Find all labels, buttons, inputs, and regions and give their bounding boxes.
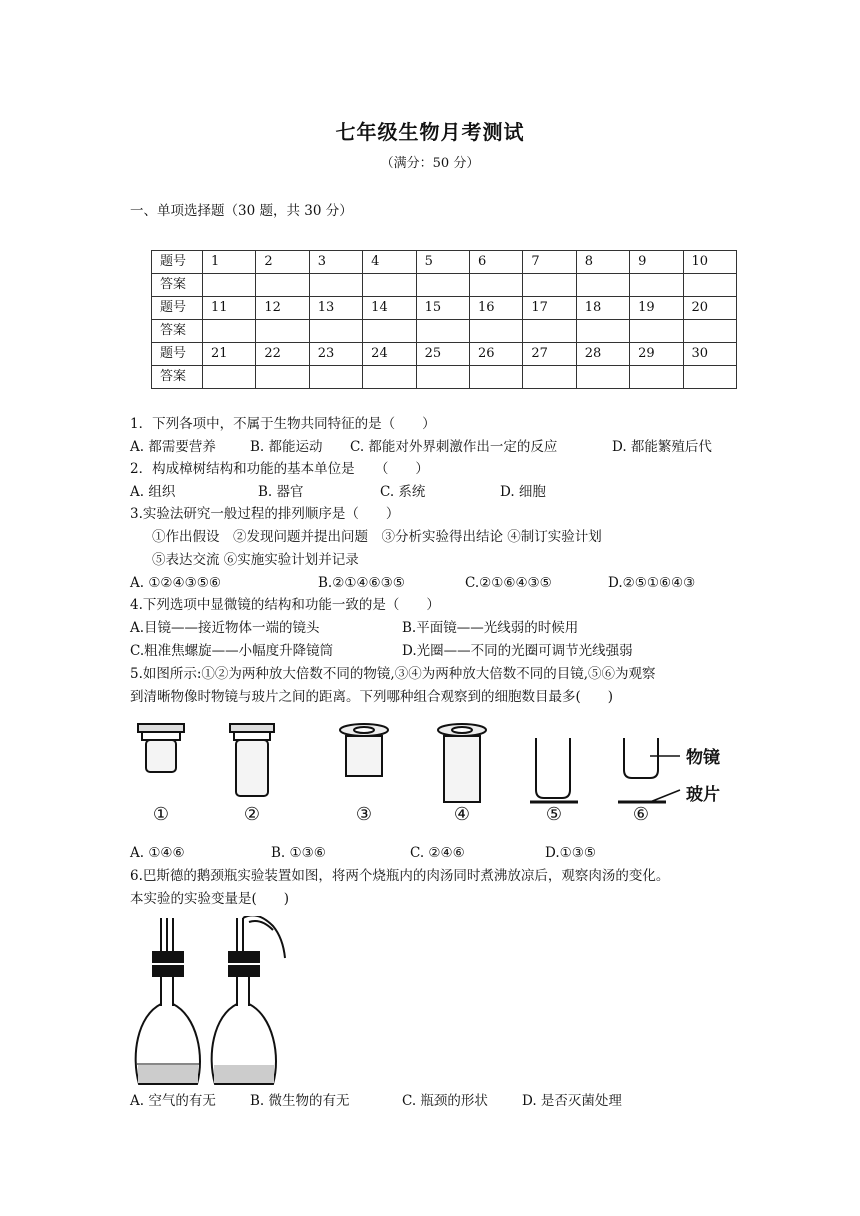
question-number-cell: 18 (576, 297, 629, 320)
answer-cell[interactable] (363, 320, 416, 343)
lens-drawings (130, 718, 750, 833)
question-number-cell: 21 (203, 343, 256, 366)
fig-label-3: ③ (355, 804, 373, 825)
fig-label-2: ② (243, 804, 261, 825)
objective-long-icon (230, 724, 274, 796)
question-number-cell: 27 (523, 343, 576, 366)
table-row-answers (152, 320, 737, 343)
q1-option-a[interactable]: A. 都需要营养 (130, 439, 216, 455)
question-number-cell: 19 (630, 297, 683, 320)
answer-cell[interactable] (576, 274, 629, 297)
question-number-cell: 5 (416, 251, 469, 274)
q2-stem: 2．构成樟树结构和功能的基本单位是 （ ） (130, 461, 429, 477)
q3-option-d[interactable]: D.②⑤①⑥④③ (608, 575, 696, 591)
answer-cell[interactable] (469, 274, 522, 297)
answer-cell[interactable] (363, 366, 416, 389)
answer-cell[interactable] (630, 274, 683, 297)
q5-option-c[interactable]: C. ②④⑥ (410, 845, 465, 861)
fig-label-5: ⑤ (545, 804, 563, 825)
objective-short-icon (138, 724, 184, 772)
answer-cell[interactable] (683, 366, 736, 389)
q1-stem: 1．下列各项中，不属于生物共同特征的是（ ） (130, 416, 436, 432)
question-number-cell: 26 (469, 343, 522, 366)
question-number-cell: 22 (256, 343, 309, 366)
eyepiece-long-icon (438, 724, 486, 802)
microscope-lens-figure (130, 718, 750, 833)
q5-option-d[interactable]: D.①③⑤ (545, 845, 596, 861)
answer-cell[interactable] (256, 274, 309, 297)
answer-cell[interactable] (523, 274, 576, 297)
answer-cell[interactable] (256, 320, 309, 343)
table-row-answers (152, 366, 737, 389)
answer-cell[interactable] (416, 366, 469, 389)
row-label-question: 题号 (152, 297, 203, 320)
question-number-cell: 11 (203, 297, 256, 320)
q4-option-d[interactable]: D.光圈——不同的光圈可调节光线强弱 (402, 643, 633, 659)
question-number-cell: 10 (683, 251, 736, 274)
row-label-answer: 答案 (152, 320, 203, 343)
table-row-question-numbers (152, 343, 737, 366)
q6-option-d[interactable]: D. 是否灭菌处理 (522, 1093, 622, 1109)
swan-neck-flask-figure (133, 916, 293, 1088)
question-number-cell: 14 (363, 297, 416, 320)
answer-cell[interactable] (576, 320, 629, 343)
slide-label: 玻片 (686, 785, 720, 805)
question-number-cell: 6 (469, 251, 522, 274)
question-number-cell: 20 (683, 297, 736, 320)
q2-option-a[interactable]: A. 组织 (130, 484, 176, 500)
q3-option-c[interactable]: C.②①⑥④③⑤ (465, 575, 552, 591)
question-number-cell: 29 (630, 343, 683, 366)
answer-table (151, 250, 737, 389)
distance-far-icon (618, 738, 680, 802)
row-label-question: 题号 (152, 343, 203, 366)
answer-cell[interactable] (683, 274, 736, 297)
row-label-answer: 答案 (152, 366, 203, 389)
q2-option-d[interactable]: D. 细胞 (500, 484, 546, 500)
flask-drawings (133, 916, 293, 1088)
question-number-cell: 24 (363, 343, 416, 366)
answer-cell[interactable] (416, 274, 469, 297)
q6-stem: 6.巴斯德的鹅颈瓶实验装置如图，将两个烧瓶内的肉汤同时煮沸放凉后，观察肉汤的变化。 (130, 868, 670, 884)
q1-option-d[interactable]: D. 都能繁殖后代 (612, 439, 712, 455)
answer-cell[interactable] (309, 274, 362, 297)
eyepiece-short-icon (340, 724, 388, 776)
answer-cell[interactable] (203, 320, 256, 343)
fig-label-4: ④ (453, 804, 471, 825)
answer-cell[interactable] (256, 366, 309, 389)
full-score: （满分：50 分） (380, 156, 480, 171)
answer-cell[interactable] (630, 366, 683, 389)
page-title: 七年级生物月考测试 (335, 120, 525, 144)
q4-option-c[interactable]: C.粗准焦螺旋——小幅度升降镜筒 (130, 643, 334, 659)
answer-cell[interactable] (309, 366, 362, 389)
q3-option-b[interactable]: B.②①④⑥③⑤ (318, 575, 405, 591)
question-number-cell: 17 (523, 297, 576, 320)
q3-steps-1: ①作出假设 ②发现问题并提出问题 ③分析实验得出结论 ④制订实验计划 (152, 529, 602, 545)
q4-stem: 4.下列选项中显微镜的结构和功能一致的是（ ） (130, 597, 440, 613)
table-row-answers (152, 274, 737, 297)
question-number-cell: 9 (630, 251, 683, 274)
question-number-cell: 28 (576, 343, 629, 366)
swan-neck-flask-icon (212, 916, 285, 1084)
question-number-cell: 16 (469, 297, 522, 320)
answer-cell[interactable] (203, 274, 256, 297)
question-number-cell: 23 (309, 343, 362, 366)
answer-cell[interactable] (416, 320, 469, 343)
answer-cell[interactable] (469, 320, 522, 343)
row-label-question: 题号 (152, 251, 203, 274)
q2-option-b[interactable]: B. 器官 (258, 484, 304, 500)
answer-cell[interactable] (203, 366, 256, 389)
table-row-question-numbers (152, 251, 737, 274)
answer-cell[interactable] (523, 320, 576, 343)
q6-option-c[interactable]: C. 瓶颈的形状 (402, 1093, 488, 1109)
question-number-cell: 30 (683, 343, 736, 366)
q3-steps-2: ⑤表达交流 ⑥实施实验计划并记录 (152, 552, 359, 568)
distance-near-icon (530, 738, 578, 802)
answer-cell[interactable] (630, 320, 683, 343)
answer-cell[interactable] (683, 320, 736, 343)
section-heading: 一、单项选择题（30 题，共 30 分） (130, 203, 353, 219)
q4-option-a[interactable]: A.目镜——接近物体一端的镜头 (130, 620, 320, 636)
answer-cell[interactable] (309, 320, 362, 343)
question-number-cell: 1 (203, 251, 256, 274)
q1-option-b[interactable]: B. 都能运动 (250, 439, 323, 455)
fig-label-6: ⑥ (632, 804, 650, 825)
question-number-cell: 15 (416, 297, 469, 320)
answer-cell[interactable] (576, 366, 629, 389)
table-row-question-numbers (152, 297, 737, 320)
q5-stem-2: 到清晰物像时物镜与玻片之间的距离。下列哪种组合观察到的细胞数目最多( ) (130, 689, 614, 705)
q6-option-b[interactable]: B. 微生物的有无 (250, 1093, 350, 1109)
question-number-cell: 4 (363, 251, 416, 274)
question-number-cell: 13 (309, 297, 362, 320)
q3-stem: 3.实验法研究一般过程的排列顺序是（ ） (130, 506, 400, 522)
q5-stem: 5.如图所示:①②为两种放大倍数不同的物镜,③④为两种放大倍数不同的目镜,⑤⑥为观察 (130, 666, 656, 682)
q3-option-a[interactable]: A. ①②④③⑤⑥ (130, 575, 221, 591)
question-number-cell: 3 (309, 251, 362, 274)
q4-option-b[interactable]: B.平面镜——光线弱的时候用 (402, 620, 579, 636)
question-number-cell: 2 (256, 251, 309, 274)
q5-option-a[interactable]: A. ①④⑥ (130, 845, 185, 861)
q5-option-b[interactable]: B. ①③⑥ (271, 845, 326, 861)
answer-cell[interactable] (469, 366, 522, 389)
row-label-answer: 答案 (152, 274, 203, 297)
question-number-cell: 7 (523, 251, 576, 274)
fig-label-1: ① (152, 804, 170, 825)
question-number-cell: 8 (576, 251, 629, 274)
answer-cell[interactable] (363, 274, 416, 297)
straight-neck-flask-icon (136, 918, 200, 1084)
question-number-cell: 25 (416, 343, 469, 366)
q2-option-c[interactable]: C. 系统 (380, 484, 426, 500)
question-number-cell: 12 (256, 297, 309, 320)
q6-stem-2: 本实验的实验变量是( ) (130, 891, 290, 907)
q6-option-a[interactable]: A. 空气的有无 (130, 1093, 216, 1109)
objective-label: 物镜 (686, 748, 720, 768)
answer-cell[interactable] (523, 366, 576, 389)
q1-option-c[interactable]: C. 都能对外界刺激作出一定的反应 (350, 439, 558, 455)
